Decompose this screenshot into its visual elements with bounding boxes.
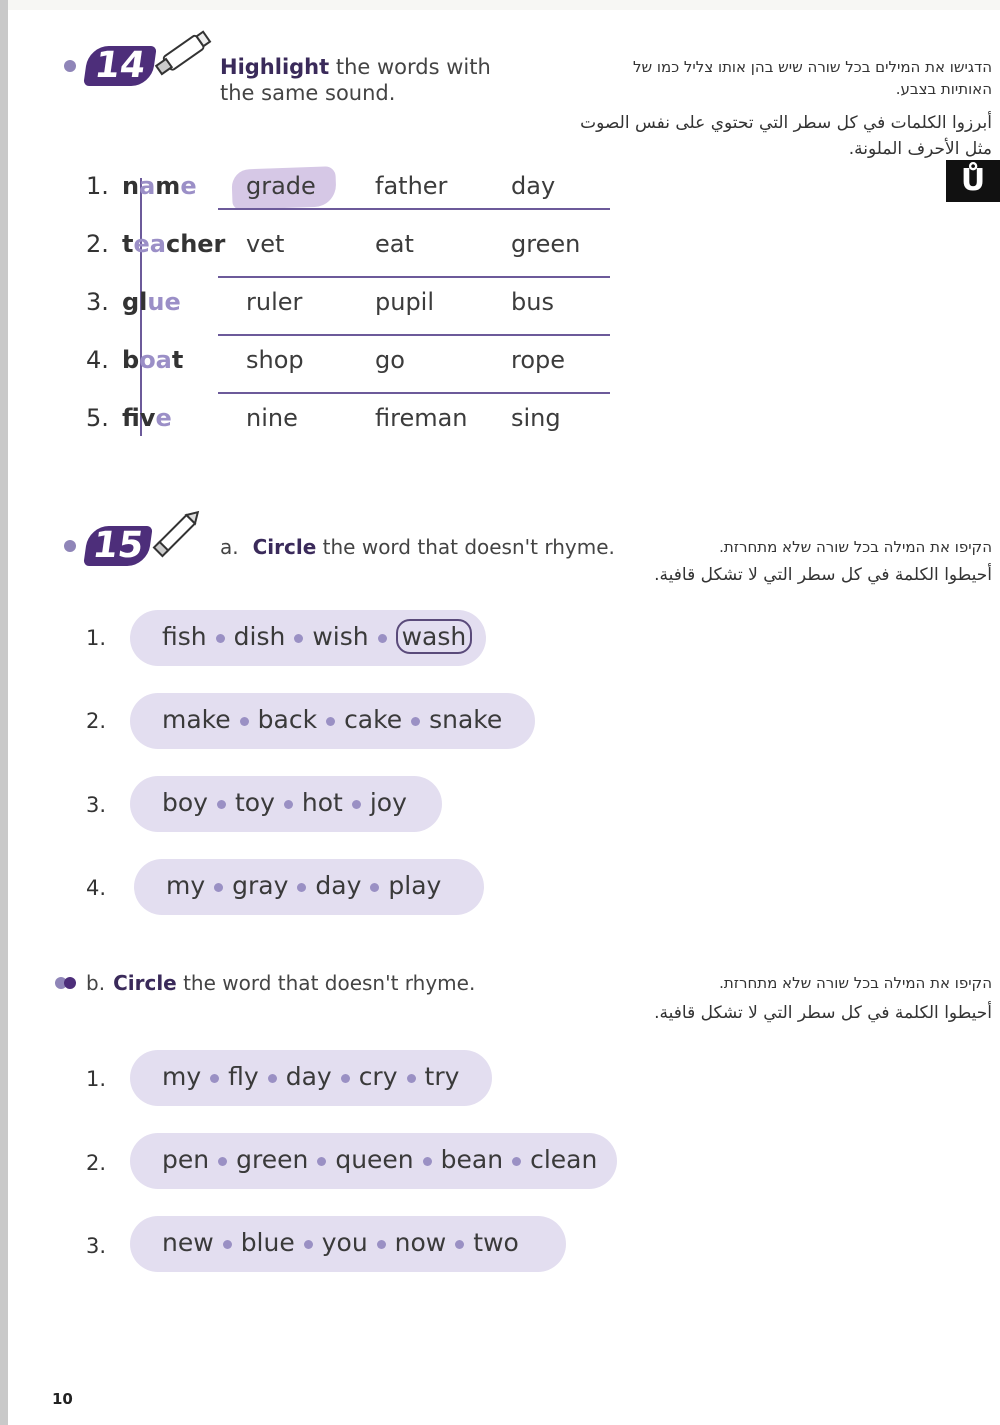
rhyme-words bbox=[166, 871, 441, 900]
word-option[interactable]: fireman bbox=[375, 404, 468, 432]
word-option[interactable]: toy bbox=[234, 788, 275, 817]
word-option[interactable]: fly bbox=[228, 1062, 259, 1091]
exercise-15b-arabic: أحيطوا الكلمة في كل سطر التي لا تشكل قافية. bbox=[654, 1003, 992, 1023]
word-option[interactable]: day bbox=[285, 1062, 332, 1091]
word-option[interactable]: nine bbox=[246, 404, 298, 432]
word-option[interactable]: cry bbox=[358, 1062, 398, 1091]
page-edge bbox=[0, 0, 8, 1425]
word-option[interactable]: father bbox=[375, 172, 448, 200]
item-number: 3. bbox=[86, 793, 107, 817]
word-option[interactable]: shop bbox=[246, 346, 304, 374]
word-option[interactable]: wish bbox=[312, 622, 369, 651]
exercise-14-badge: 14 bbox=[83, 46, 157, 86]
table-row bbox=[78, 392, 610, 450]
word-option[interactable]: pen bbox=[162, 1145, 210, 1174]
exercise-14-arabic: أبرزوا الكلمات في كل سطر التي تحتوي على نفس الصوت مثل الأحرف الملونة. bbox=[580, 113, 992, 159]
word-option[interactable]: cake bbox=[344, 705, 403, 734]
word-option[interactable]: eat bbox=[375, 230, 414, 258]
key-word: teacher bbox=[122, 230, 226, 258]
bullet-dot bbox=[64, 540, 76, 552]
bullet-dot-dark bbox=[64, 977, 76, 989]
row-number: 3. bbox=[86, 288, 109, 316]
row-number: 1. bbox=[86, 172, 109, 200]
word-option[interactable]: grade bbox=[246, 172, 316, 200]
item-number: 3. bbox=[86, 1234, 107, 1258]
exercise-15a-arabic: أحيطوا الكلمة في كل سطر التي لا تشكل قافية. bbox=[654, 565, 992, 585]
row-number: 2. bbox=[86, 230, 109, 258]
exercise-15a-instruction: a. Circle the word that doesn't rhyme. bbox=[220, 535, 615, 559]
key-word: boat bbox=[122, 346, 184, 374]
rhyme-words bbox=[162, 1228, 519, 1257]
word-option[interactable]: day bbox=[315, 871, 362, 900]
word-option[interactable]: joy bbox=[369, 788, 407, 817]
table-row bbox=[78, 218, 610, 276]
exercise-15b-hebrew: הקיפו את המילה בכל שורה שלא מתחרזת. bbox=[719, 974, 992, 992]
word-option[interactable]: ruler bbox=[246, 288, 303, 316]
word-option[interactable]: green bbox=[511, 230, 581, 258]
exercise-14-hebrew: הדגישו את המילים בכל שורה שיש בהן אותו צליל כמו של האותיות בצבע. bbox=[633, 58, 992, 98]
word-option[interactable]: sing bbox=[511, 404, 561, 432]
key-word: glue bbox=[122, 288, 181, 316]
table-row bbox=[78, 160, 610, 218]
top-strip bbox=[0, 0, 1000, 10]
word-option[interactable]: hot bbox=[301, 788, 343, 817]
key-word: name bbox=[122, 172, 197, 200]
row-number: 4. bbox=[86, 346, 109, 374]
word-option[interactable]: green bbox=[236, 1145, 309, 1174]
rhyme-words bbox=[162, 788, 407, 817]
sound-table bbox=[78, 160, 610, 450]
word-option[interactable]: snake bbox=[429, 705, 503, 734]
exercise-15-badge: 15 bbox=[83, 526, 153, 566]
word-option[interactable]: fish bbox=[162, 622, 207, 651]
word-option[interactable]: rope bbox=[511, 346, 566, 374]
row-number: 5. bbox=[86, 404, 109, 432]
circled-word[interactable]: wash bbox=[396, 619, 473, 654]
word-option[interactable]: new bbox=[162, 1228, 214, 1257]
pencil-icon bbox=[148, 504, 208, 560]
item-number: 4. bbox=[86, 876, 107, 900]
item-number: 2. bbox=[86, 1151, 107, 1175]
item-number: 1. bbox=[86, 626, 107, 650]
word-option[interactable]: my bbox=[166, 871, 206, 900]
word-option[interactable]: clean bbox=[530, 1145, 598, 1174]
rhyme-words bbox=[162, 622, 472, 651]
rhyme-words bbox=[162, 705, 502, 734]
rhyme-words bbox=[162, 1062, 459, 1091]
word-option[interactable]: bus bbox=[511, 288, 554, 316]
word-option[interactable]: play bbox=[388, 871, 442, 900]
table-row bbox=[78, 334, 610, 392]
table-row bbox=[78, 276, 610, 334]
word-option[interactable]: make bbox=[162, 705, 231, 734]
word-option[interactable]: queen bbox=[335, 1145, 414, 1174]
logo-icon: Ů bbox=[946, 160, 1000, 202]
word-option[interactable]: vet bbox=[246, 230, 285, 258]
bullet-dot bbox=[64, 60, 76, 72]
word-option[interactable]: try bbox=[424, 1062, 460, 1091]
word-option[interactable]: go bbox=[375, 346, 405, 374]
word-option[interactable]: boy bbox=[162, 788, 208, 817]
word-option[interactable]: bean bbox=[440, 1145, 504, 1174]
item-number: 1. bbox=[86, 1067, 107, 1091]
word-option[interactable]: dish bbox=[233, 622, 286, 651]
page-number: 10 bbox=[52, 1390, 73, 1408]
word-option[interactable]: gray bbox=[232, 871, 289, 900]
word-option[interactable]: my bbox=[162, 1062, 202, 1091]
rhyme-words bbox=[162, 1145, 597, 1174]
exercise-15b-instruction: b. Circle the word that doesn't rhyme. bbox=[86, 971, 476, 995]
word-option[interactable]: back bbox=[257, 705, 318, 734]
exercise-15a-hebrew: הקיפו את המילה בכל שורה שלא מתחרזת. bbox=[719, 538, 992, 556]
word-option[interactable]: two bbox=[473, 1228, 519, 1257]
row-rule bbox=[218, 208, 610, 210]
word-option[interactable]: day bbox=[511, 172, 556, 200]
key-word: fve bbox=[122, 404, 172, 432]
word-option[interactable]: pupil bbox=[375, 288, 435, 316]
highlighter-icon bbox=[150, 28, 220, 78]
word-option[interactable]: now bbox=[394, 1228, 447, 1257]
word-option[interactable]: blue bbox=[240, 1228, 295, 1257]
item-number: 2. bbox=[86, 709, 107, 733]
word-option[interactable]: you bbox=[321, 1228, 368, 1257]
exercise-14-instruction: Highlight the words with the same sound. bbox=[220, 55, 491, 105]
